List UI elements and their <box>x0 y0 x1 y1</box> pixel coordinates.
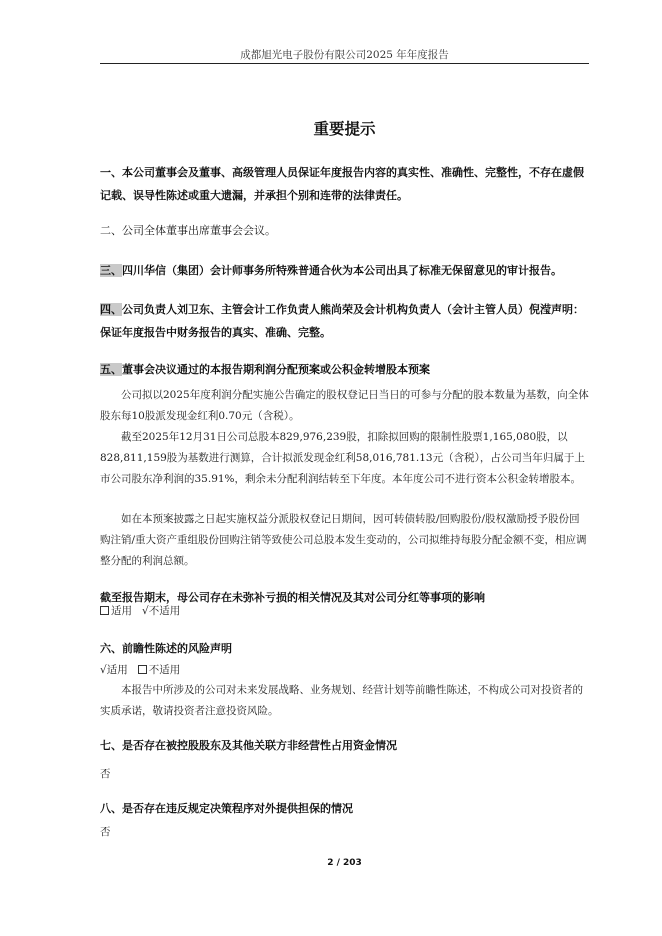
item-5-number: 五、 <box>100 363 122 376</box>
checkbox-not-applicable <box>138 665 147 674</box>
page-title: 重要提示 <box>313 120 376 138</box>
option-not-applicable-label: 不适用 <box>148 605 181 617</box>
item-6-heading: 六、前瞻性陈述的风险声明 <box>100 642 232 655</box>
profit-plan-paragraph-1: 公司拟以2025年度利润分配实施公告确定的股权登记日当日的可参与分配的股本数量为基数，向全体股东每10股派发现金红利0.70元（含税）。 <box>100 389 589 422</box>
item-7-answer: 否 <box>100 768 111 780</box>
item-4-number: 四、 <box>100 303 122 316</box>
check-mark: √ <box>142 605 149 617</box>
checkbox-applicable <box>100 606 109 615</box>
item-4-text: 公司负责人刘卫东、主管会计工作负责人熊尚荣及会计机构负责人（会计主管人员）倪滢声明：保证年度报告中财务报告的真实、准确、完整。 <box>100 303 584 339</box>
option-not-applicable-label: 不适用 <box>148 664 181 676</box>
item-5-text: 董事会决议通过的本报告期利润分配预案或公积金转增股本预案 <box>122 363 430 376</box>
option-applicable-label: 适用 <box>106 664 128 676</box>
item-3-text: 四川华信（集团）会计师事务所特殊普通合伙为本公司出具了标准无保留意见的审计报告。 <box>122 264 562 277</box>
item-1-statement: 一、本公司董事会及董事、高级管理人员保证年度报告内容的真实性、准确性、完整性，不存在虚假记载、误导性陈述或重大遗漏，并承担个别和连带的法律责任。 <box>100 166 584 202</box>
item-8-heading: 八、是否存在违反规定决策程序对外提供担保的情况 <box>100 802 353 815</box>
page-number: 2 / 203 <box>327 858 362 868</box>
check-mark: √ <box>100 664 107 676</box>
deficit-heading: 截至报告期末，母公司存在未弥补亏损的相关情况及其对公司分红等事项的影响 <box>100 591 485 604</box>
profit-plan-paragraph-3: 如在本预案披露之日起实施权益分派股权登记日期间，因可转债转股/回购股份/股权激励授予股份回购注销/重大资产重组股份回购注销等致使公司总股本发生变动的，公司拟维持每股分配金额不变，相应调整分配的利润总额。 <box>100 513 587 567</box>
item-3-number: 三、 <box>100 264 122 277</box>
option-applicable-label: 适用 <box>111 605 132 617</box>
risk-options <box>100 662 180 677</box>
item-7-heading: 七、是否存在被控股股东及其他关联方非经营性占用资金情况 <box>100 739 397 752</box>
page-header: 成都旭光电子股份有限公司2025 年年度报告 <box>240 49 449 61</box>
profit-plan-paragraph-2: 截至2025年12月31日公司总股本829,976,239股，扣除拟回购的限制性股票1,165,080股，以828,811,159股为基数进行测算，合计拟派发现金红利58,016,781.13元（含税），占公司当年归属于上市公司股东净利润的35.91%，剩余未分配利润结转至下年度。本年度公司不进行资本公积金转增股本。 <box>100 431 585 485</box>
item-2-board-attendance: 二、公司全体董事出席董事会会议。 <box>100 224 276 237</box>
header-divider <box>100 63 589 64</box>
item-8-answer: 否 <box>100 826 111 838</box>
item-3-audit-opinion <box>100 259 589 282</box>
risk-statement-body: 本报告中所涉及的公司对未来发展战略、业务规划、经营计划等前瞻性陈述，不构成公司对投资者的实质承诺，敬请投资者注意投资风险。 <box>100 684 583 717</box>
item-5-heading <box>100 358 589 381</box>
item-4-responsibility <box>100 298 589 344</box>
deficit-options <box>100 603 180 618</box>
